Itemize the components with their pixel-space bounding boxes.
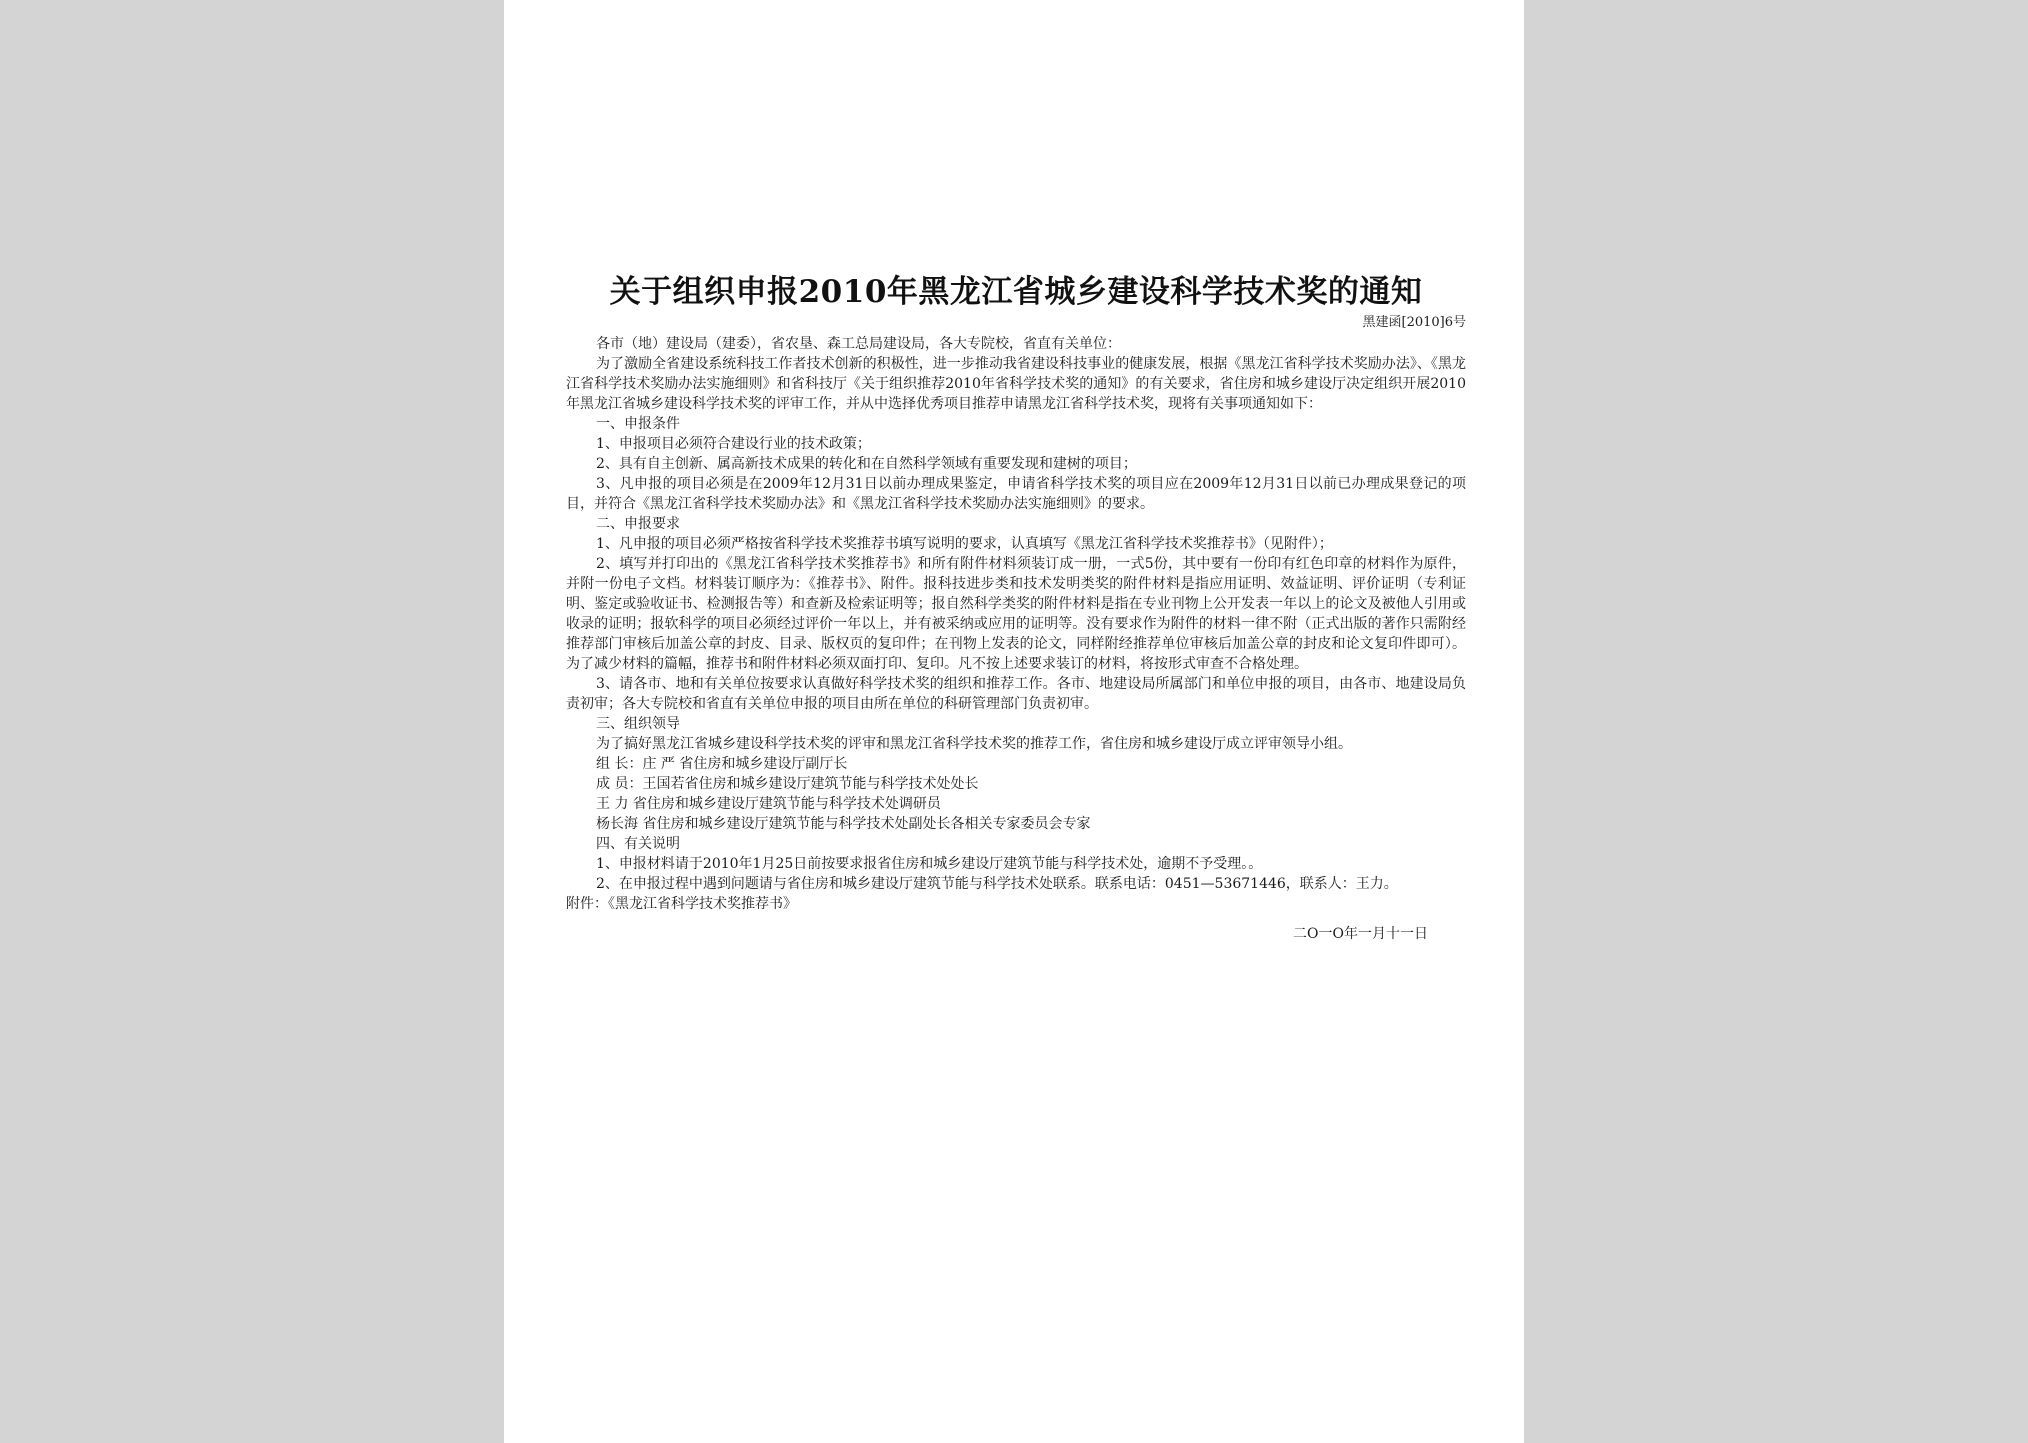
group-member: 王 力 省住房和城乡建设厅建筑节能与科学技术处调研员 bbox=[596, 796, 941, 812]
section-heading: 三、组织领导 bbox=[596, 716, 680, 732]
list-item: 1、凡申报的项目必须严格按省科学技术奖推荐书填写说明的要求，认真填写《黑龙江省科学技术奖推荐书》（见附件）； bbox=[596, 536, 1333, 552]
group-member: 杨长海 省住房和城乡建设厅建筑节能与科学技术处副处长各相关专家委员会专家 bbox=[596, 816, 1091, 832]
section-heading: 四、有关说明 bbox=[596, 836, 680, 852]
section-heading: 一、申报条件 bbox=[596, 416, 680, 432]
document-number: 黑建函[2010]6号 bbox=[1362, 315, 1466, 330]
list-item: 1、申报项目必须符合建设行业的技术政策； bbox=[596, 436, 871, 452]
document-date: 二O一O年一月十一日 bbox=[1293, 926, 1428, 942]
section-paragraph: 为了搞好黑龙江省城乡建设科学技术奖的评审和黑龙江省科学技术奖的推荐工作，省住房和城乡建设厅成立评审领导小组。 bbox=[596, 736, 1352, 752]
list-item: 3、请各市、地和有关单位按要求认真做好科学技术奖的组织和推荐工作。各市、地建设局所属部门和单位申报的项目，由各市、地建设局负责初审；各大专院校和省直有关单位申报的项目由所在单位的科研管理部门负责初审。 bbox=[566, 676, 1466, 712]
list-item: 3、凡申报的项目必须是在2009年12月31日以前办理成果鉴定，申请省科学技术奖的项目应在2009年12月31日以前已办理成果登记的项目，并符合《黑龙江省科学技术奖励办法》和《黑龙江省科学技术奖励办法实施细则》的要求。 bbox=[566, 476, 1466, 512]
section-heading: 二、申报要求 bbox=[596, 516, 680, 532]
list-item: 2、在申报过程中遇到问题请与省住房和城乡建设厅建筑节能与科学技术处联系。联系电话：0451—53671446，联系人：王力。 bbox=[596, 876, 1398, 892]
list-item: 1、申报材料请于2010年1月25日前按要求报省住房和城乡建设厅建筑节能与科学技术处，逾期不予受理。。 bbox=[596, 856, 1263, 872]
intro-paragraph: 为了激励全省建设系统科技工作者技术创新的积极性，进一步推动我省建设科技事业的健康发展，根据《黑龙江省科学技术奖励办法》、《黑龙江省科学技术奖励办法实施细则》和省科技厅《关于组织推荐2010年省科学技术奖的通知》的有关要求，省住房和城乡建设厅决定组织开展2010年黑龙江省城乡建设科学技术奖的评审工作，并从中选择优秀项目推荐申请黑龙江省科学技术奖，现将有关事项通知如下： bbox=[566, 356, 1466, 412]
group-member: 成 员：王国若省住房和城乡建设厅建筑节能与科学技术处处长 bbox=[596, 776, 979, 792]
document-title: 关于组织申报2010年黑龙江省城乡建设科学技术奖的通知 bbox=[609, 274, 1423, 310]
addressee: 各市（地）建设局（建委），省农垦、森工总局建设局，各大专院校，省直有关单位： bbox=[596, 336, 1121, 352]
attachment-line: 附件：《黑龙江省科学技术奖推荐书》 bbox=[566, 896, 797, 912]
document-page bbox=[504, 0, 1524, 1443]
group-leader: 组 长：庄 严 省住房和城乡建设厅副厅长 bbox=[596, 756, 848, 772]
list-item: 2、填写并打印出的《黑龙江省科学技术奖推荐书》和所有附件材料须装订成一册，一式5份，其中要有一份印有红色印章的材料作为原件，并附一份电子文档。材料装订顺序为：《推荐书》、附件。报科技进步类和技术发明类奖的附件材料是指应用证明、效益证明、评价证明（专利证明、鉴定或验收证书、检测报告等）和查新及检索证明等；报自然科学类奖的附件材料是指在专业刊物上公开发表一年以上的论文及被他人引用或收录的证明；报软科学的项目必须经过评价一年以上，并有被采纳或应用的证明等。没有要求作为附件的材料一律不附（正式出版的著作只需附经推荐部门审核后加盖公章的封皮、目录、版权页的复印件；在刊物上发表的论文，同样附经推荐单位审核后加盖公章的封皮和论文复印件即可）。为了减少材料的篇幅，推荐书和附件材料必须双面打印、复印。凡不按上述要求装订的材料，将按形式审查不合格处理。 bbox=[566, 556, 1466, 672]
document-content bbox=[566, 272, 1466, 944]
list-item: 2、具有自主创新、属高新技术成果的转化和在自然科学领域有重要发现和建树的项目； bbox=[596, 456, 1137, 472]
document-body bbox=[566, 334, 1466, 944]
